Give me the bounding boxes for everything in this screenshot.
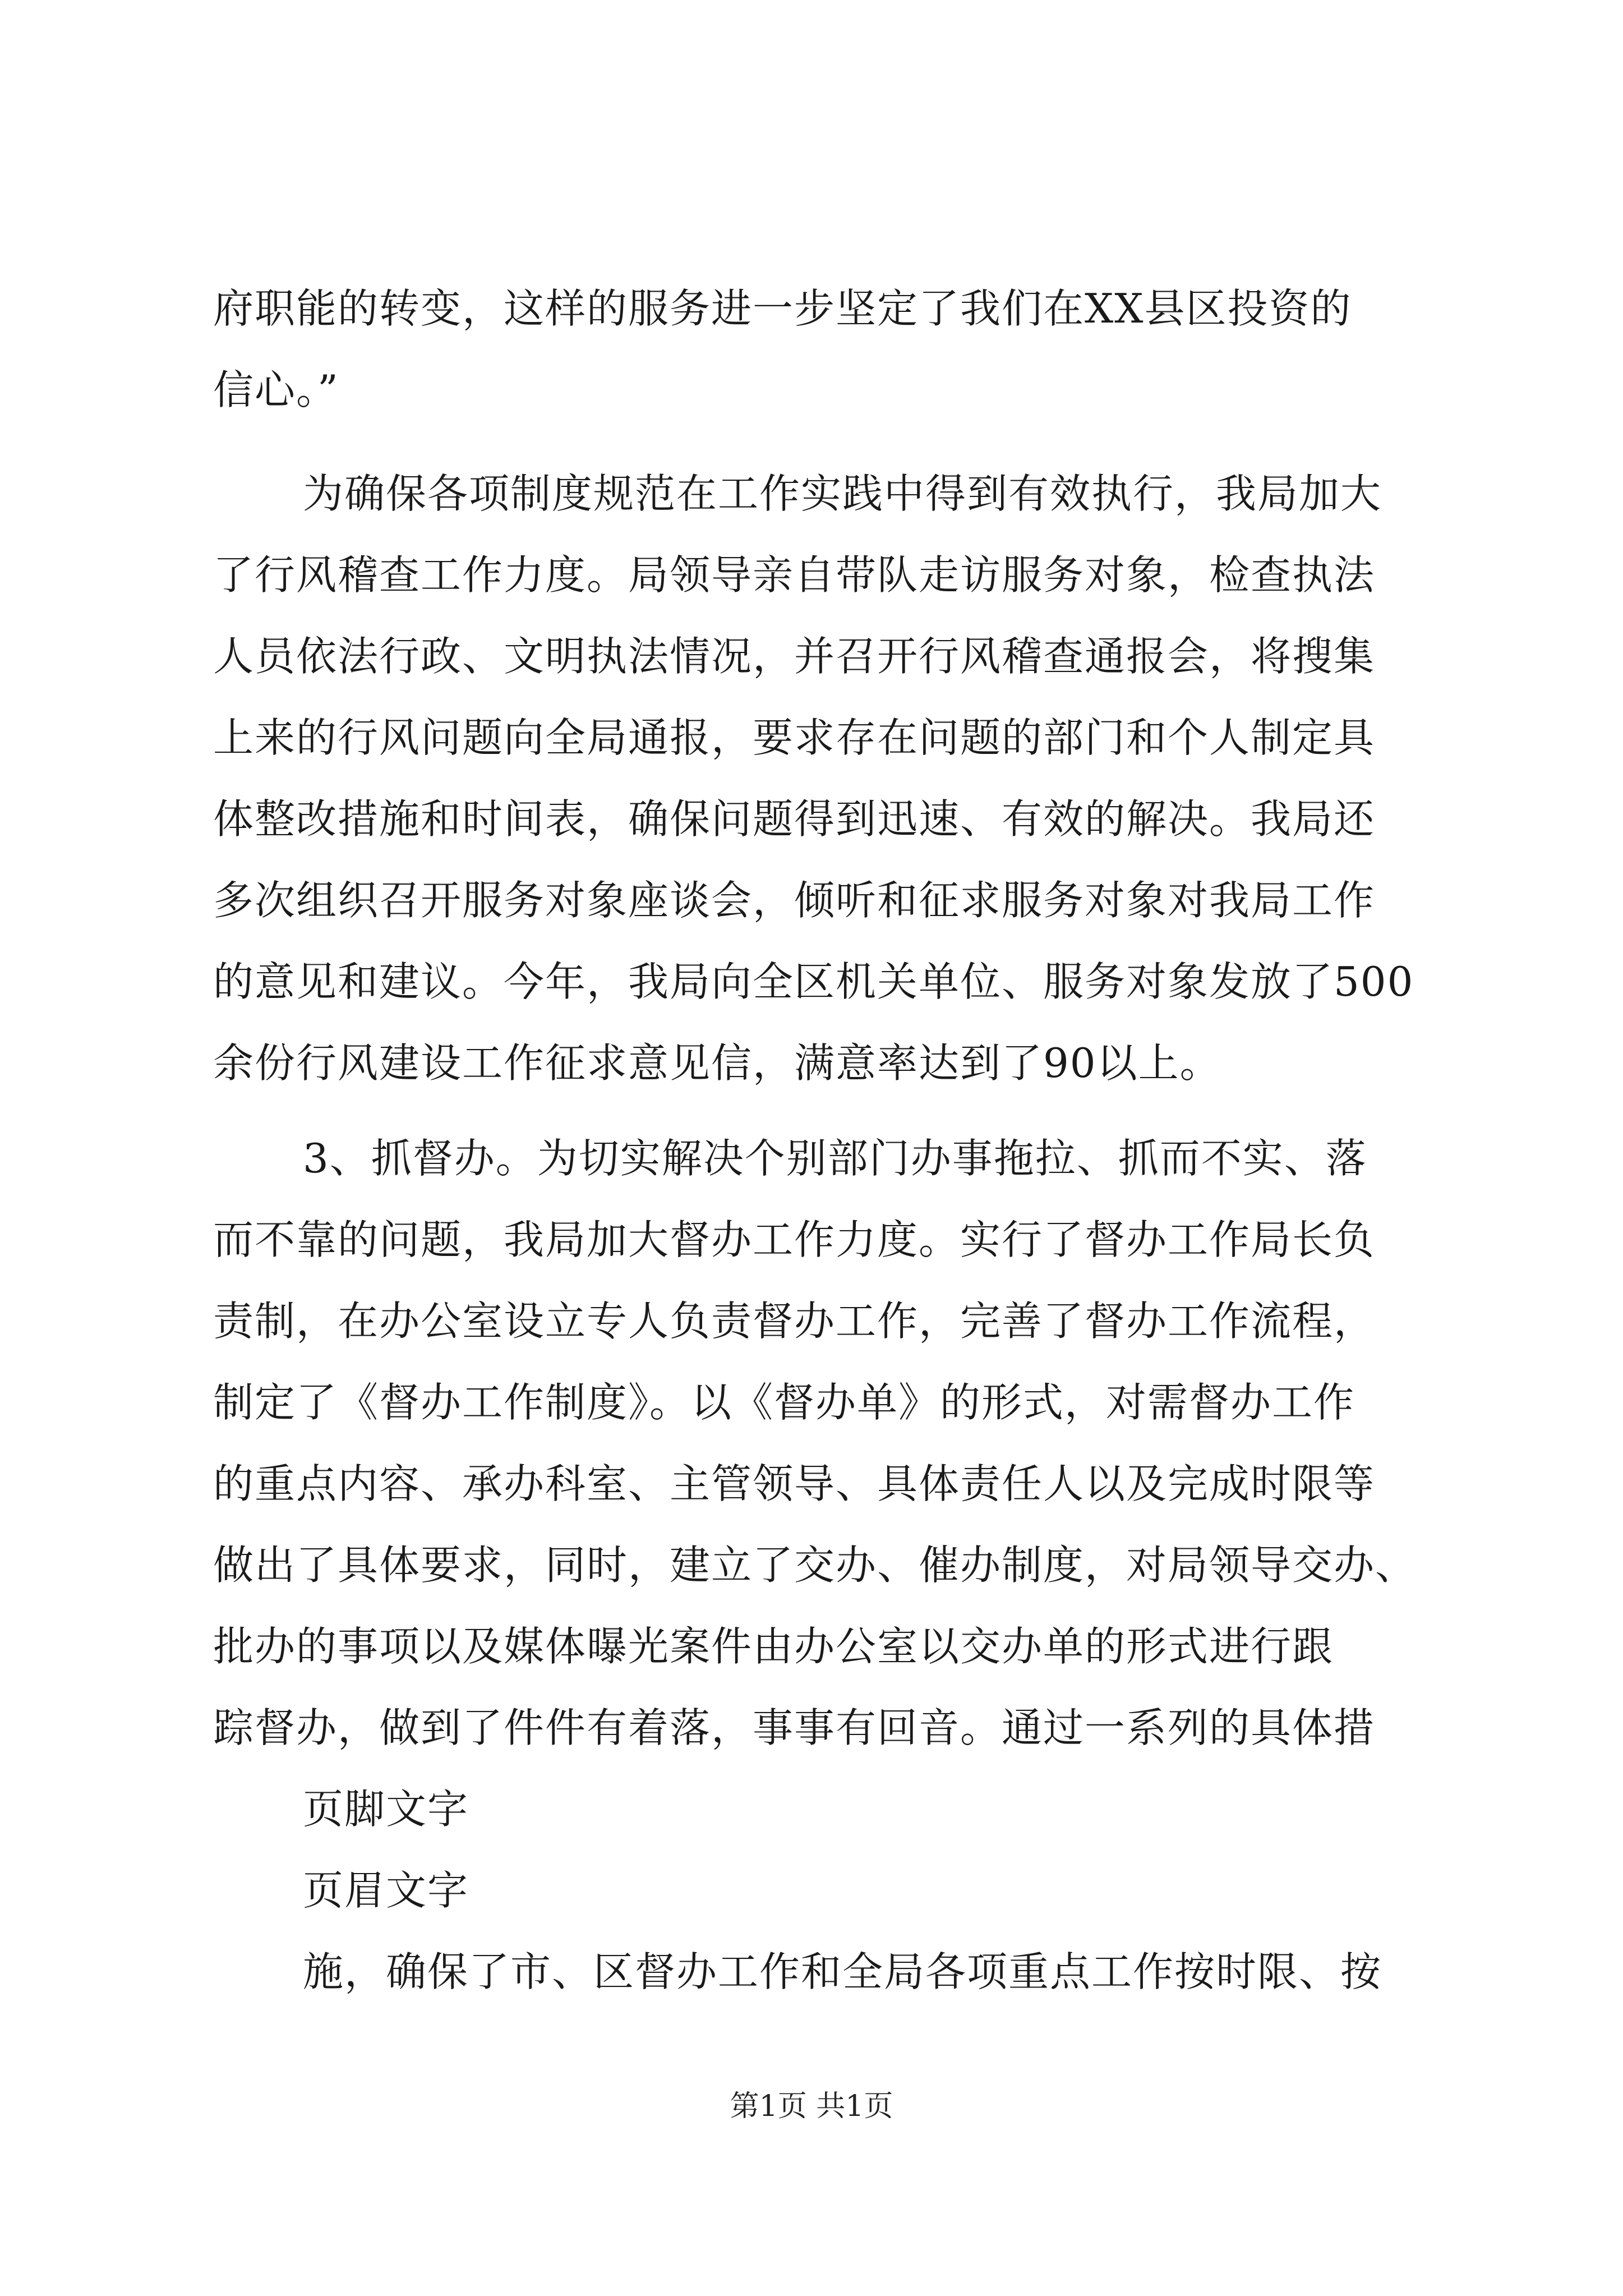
text-line: 踪督办，做到了件件有着落，事事有回音。通过一系列的具体措	[213, 1704, 1376, 1751]
page-header-text: 页眉文字	[303, 1867, 469, 1914]
text-line: 责制，在办公室设立专人负责督办工作，完善了督办工作流程，	[213, 1297, 1376, 1345]
text-line: 府职能的转变，这样的服务进一步坚定了我们在XX县区投资的	[213, 285, 1352, 332]
text-line: 而不靠的问题，我局加大督办工作力度。实行了督办工作局长负	[213, 1216, 1376, 1263]
page-number: 第1页 共1页	[730, 2090, 893, 2123]
text-line: 做出了具体要求，同时，建立了交办、催办制度，对局领导交办、	[213, 1542, 1417, 1589]
text-line: 的重点内容、承办科室、主管领导、具体责任人以及完成时限等	[213, 1460, 1376, 1507]
text-line: 的意见和建议。今年，我局向全区机关单位、服务对象发放了500	[213, 958, 1414, 1005]
text-line: 3、抓督办。为切实解决个别部门办事拖拉、抓而不实、落	[303, 1135, 1367, 1182]
text-line: 施，确保了市、区督办工作和全局各项重点工作按时限、按	[303, 1948, 1382, 1995]
text-line: 上来的行风问题向全局通报，要求存在问题的部门和个人制定具	[213, 714, 1376, 761]
text-line: 了行风稽查工作力度。局领导亲自带队走访服务对象，检查执法	[213, 551, 1376, 599]
text-line: 多次组织召开服务对象座谈会，倾听和征求服务对象对我局工作	[213, 877, 1376, 924]
page-footer-text: 页脚文字	[303, 1786, 469, 1833]
text-line: 体整改措施和时间表，确保问题得到迅速、有效的解决。我局还	[213, 795, 1376, 843]
text-line: 制定了《督办工作制度》。以《督办单》的形式，对需督办工作	[213, 1379, 1355, 1426]
text-line: 为确保各项制度规范在工作实践中得到有效执行，我局加大	[303, 470, 1382, 517]
text-line: 余份行风建设工作征求意见信，满意率达到了90以上。	[213, 1039, 1221, 1087]
text-line: 人员依法行政、文明执法情况，并召开行风稽查通报会，将搜集	[213, 633, 1376, 680]
text-line: 信心。”	[213, 366, 339, 413]
text-line: 批办的事项以及媒体曝光案件由办公室以交办单的形式进行跟	[213, 1623, 1334, 1670]
